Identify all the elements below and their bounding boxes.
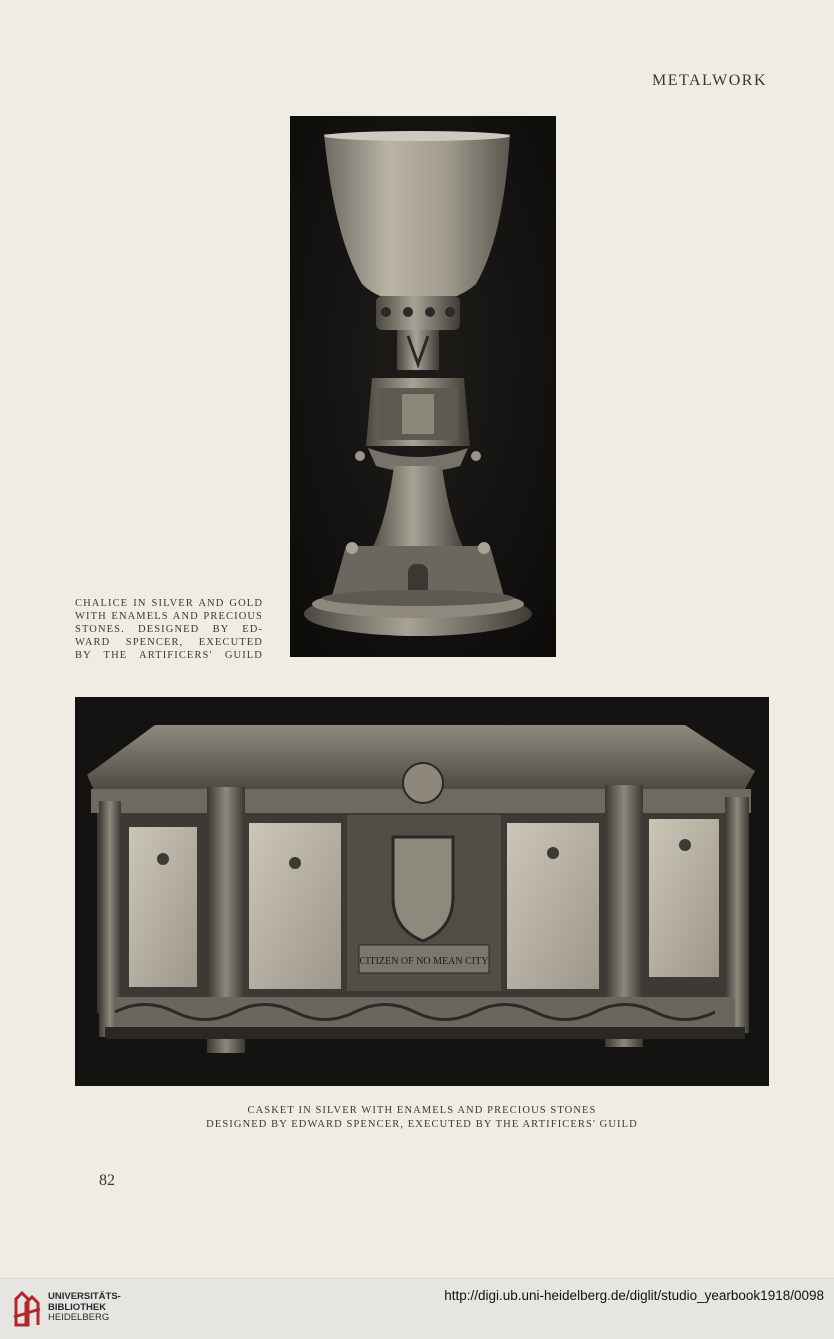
library-name <box>48 1292 121 1324</box>
chalice-illustration <box>290 116 556 657</box>
chalice-photograph <box>290 116 556 657</box>
running-head: METALWORK <box>651 72 767 89</box>
casket-photograph <box>75 697 769 1086</box>
chalice-caption <box>75 597 263 662</box>
university-library-logo-icon <box>12 1287 42 1329</box>
library-name-line: UNIVERSITÄTS- <box>48 1291 121 1302</box>
chalice-caption-line: STONES. DESIGNED BY ED- <box>75 624 263 635</box>
chalice-caption-line: BY THE ARTIFICERS' GUILD <box>75 650 263 661</box>
chalice-caption-line: WARD SPENCER, EXECUTED <box>75 637 263 648</box>
casket-caption-line: DESIGNED BY EDWARD SPENCER, EXECUTED BY THE ARTIFICERS' GUILD <box>206 1119 638 1130</box>
chalice-caption-line: WITH ENAMELS AND PRECIOUS <box>75 611 263 622</box>
library-name-line: BIBLIOTHEK <box>48 1301 107 1313</box>
casket-caption-line: CASKET IN SILVER WITH ENAMELS AND PRECIOUS STONES <box>247 1105 597 1116</box>
page-number: 82 <box>99 1172 115 1189</box>
chalice-caption-line: CHALICE IN SILVER AND GOLD <box>75 598 263 609</box>
permalink-url[interactable]: http://digi.ub.uni-heidelberg.de/diglit/studio_yearbook1918/0098 <box>444 1288 824 1303</box>
casket-inscription: CITIZEN OF NO MEAN CITY <box>359 956 489 967</box>
library-name-line: HEIDELBERG <box>48 1312 110 1323</box>
casket-caption <box>75 1104 769 1132</box>
casket-illustration <box>75 697 769 1086</box>
library-footer <box>0 1278 834 1339</box>
